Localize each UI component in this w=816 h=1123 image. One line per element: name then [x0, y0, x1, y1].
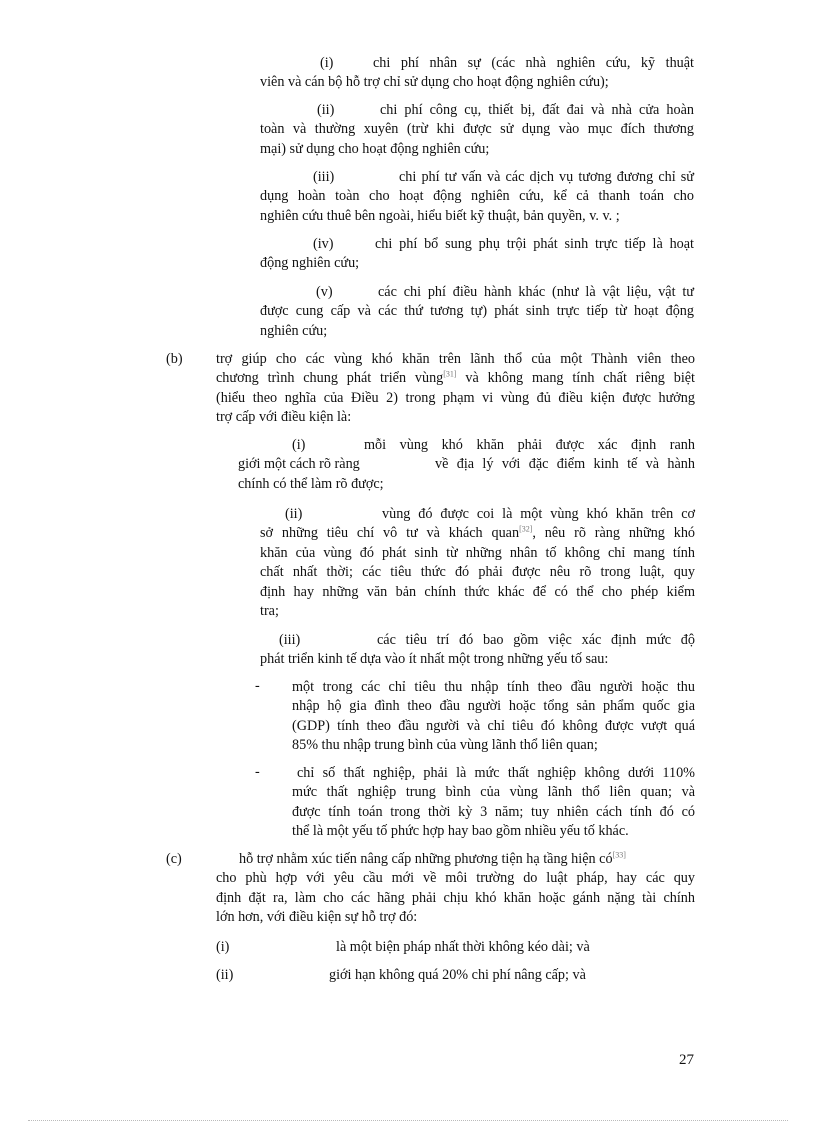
text-line: định hay những văn bản chính thức khác để có thể cho phép kiểm — [260, 583, 695, 600]
text-line: thể là một yếu tố phức hợp hay bao gồm nhiều yếu tố khác. — [292, 823, 629, 840]
text-line: phát triển kinh tế dựa vào ít nhất một trong những yếu tố sau: — [260, 651, 609, 668]
item-label: (i) — [292, 437, 306, 453]
item-text: là một biện pháp nhất thời không kéo dài; và — [336, 939, 590, 955]
text-line: trợ cấp với điều kiện là: — [216, 409, 352, 426]
paragraph-i-costs — [260, 54, 694, 93]
text-line: 85% thu nhập trung bình của vùng lãnh thổ liên quan; — [292, 737, 598, 754]
text-line: định đặt ra, làm cho các hãng phải chịu khó khăn hoặc gánh nặng tài chính — [216, 889, 695, 906]
text-line: được tính toán trong thời kỳ 3 năm; tuy nhiên cách tính đó có — [292, 803, 695, 820]
text-line: nghiên cứu; — [260, 322, 328, 339]
text-line: chi phí bổ sung phụ trội phát sinh trực tiếp là hoạt — [375, 236, 694, 252]
text-line: toàn và thường xuyên (trừ khi được sử dụng vào mục đích thương — [260, 121, 694, 138]
text-segment: chương trình chung phát triển vùng — [216, 370, 444, 387]
text-line: mức thất nghiệp trung bình của vùng lãnh thổ liên quan; và — [292, 784, 695, 801]
text-line: viên và cán bộ hỗ trợ chỉ sử dụng cho hoạt động nghiên cứu); — [260, 74, 609, 91]
text-line: (GDP) tính theo đầu người và chỉ tiêu đó không được vượt quá — [292, 717, 695, 734]
text-line: lớn hơn, với điều kiện sự hỗ trợ đó: — [216, 909, 418, 926]
text-line: mỗi vùng khó khăn phải được xác định ranh — [364, 437, 695, 453]
paragraph-b-i — [238, 436, 695, 494]
item-label: (ii) — [216, 967, 234, 983]
item-label: (i) — [320, 55, 334, 71]
text-line: dụng hoàn toàn cho hoạt động nghiên cứu, kể cả thanh toán cho — [260, 188, 694, 205]
text-line: cho phù hợp với yêu cầu mới về môi trường do luật pháp, hay các quy — [216, 870, 695, 887]
paragraph-v-costs — [260, 283, 694, 341]
footnote-ref[interactable]: [33] — [612, 850, 626, 860]
item-label: (i) — [216, 939, 230, 955]
text-line: chính có thể làm rõ được; — [238, 475, 384, 492]
text-line: tra; — [260, 603, 279, 620]
text-segment: về địa lý với đặc điểm kinh tế và hành — [435, 456, 695, 473]
text-line: mại) sử dụng cho hoạt động nghiên cứu; — [260, 140, 490, 157]
text-line: chất nhất thời; các tiêu thức đó phải được nêu rõ trong luật, quy — [260, 564, 695, 581]
paragraph-b — [216, 350, 695, 428]
text-segment: hỗ trợ nhằm xúc tiến nâng cấp những phương tiện hạ tầng hiện có — [239, 851, 613, 867]
text-line: chi phí công cụ, thiết bị, đất đai và nhà cửa hoàn — [380, 102, 694, 118]
text-line: chỉ số thất nghiệp, phải là mức thất nghiệp không dưới 110% — [297, 765, 695, 781]
text-line — [216, 369, 695, 388]
text-line: nhập hộ gia đình theo đầu người hoặc tổng sản phẩm quốc gia — [292, 698, 695, 715]
text-line: nghiên cứu thuê bên ngoài, hiểu biết kỹ thuật, bản quyền, v. v. ; — [260, 207, 620, 224]
item-label: (ii) — [317, 102, 335, 118]
text-line — [238, 455, 695, 474]
text-segment: giới một cách rõ ràng — [238, 456, 360, 473]
text-line: động nghiên cứu; — [260, 255, 360, 272]
paragraph-b-iii — [260, 631, 695, 670]
text-line: (hiểu theo nghĩa của Điều 2) trong phạm vi vùng đủ điều kiện được hưởng — [216, 389, 695, 406]
text-segment: sở những tiêu chí vô tư và khách quan — [260, 525, 520, 542]
item-label: (b) — [166, 351, 183, 367]
text-line: khăn của vùng đó phát sinh từ những nhân tố không chỉ mang tính — [260, 544, 695, 561]
paragraph-ii-costs — [260, 101, 694, 159]
paragraph-iii-costs — [260, 168, 694, 226]
text-line — [216, 850, 695, 869]
dash-marker: - — [255, 678, 260, 694]
text-line: được cung cấp và các thứ tương tự) phát sinh trực tiếp từ hoạt động — [260, 303, 694, 320]
page-bottom-divider — [28, 1120, 788, 1121]
paragraph-dash-unemployment — [292, 764, 695, 842]
dash-marker: - — [255, 764, 260, 780]
item-label: (iv) — [313, 236, 334, 252]
item-label: (v) — [316, 284, 333, 300]
item-label: (ii) — [285, 506, 303, 522]
paragraph-dash-income — [292, 678, 695, 756]
footnote-ref[interactable]: [32] — [519, 524, 533, 534]
text-line: chi phí tư vấn và các dịch vụ tương đương chỉ sử — [399, 169, 694, 185]
paragraph-b-ii — [260, 505, 695, 621]
text-line: trợ giúp cho các vùng khó khăn trên lãnh thổ của một Thành viên theo — [216, 351, 695, 367]
item-label: (iii) — [279, 632, 301, 648]
text-line — [260, 524, 695, 543]
text-line: các chi phí điều hành khác (như là vật liệu, vật tư — [378, 284, 694, 300]
item-label: (c) — [166, 851, 182, 867]
text-line: chi phí nhân sự (các nhà nghiên cứu, kỹ thuật — [373, 55, 694, 71]
item-text: giới hạn không quá 20% chi phí nâng cấp; và — [329, 967, 586, 983]
text-line: vùng đó được coi là một vùng khó khăn trên cơ — [382, 506, 695, 522]
text-line: một trong các chỉ tiêu thu nhập tính theo đầu người hoặc thu — [292, 679, 695, 695]
text-segment: và không mang tính chất riêng biệt — [456, 370, 695, 387]
page-number: 27 — [679, 1052, 694, 1068]
paragraph-iv-costs — [260, 235, 694, 274]
item-label: (iii) — [313, 169, 335, 185]
paragraph-c — [216, 850, 695, 928]
text-line: các tiêu trí đó bao gồm việc xác định mức độ — [377, 632, 695, 648]
text-segment: , nêu rõ ràng những khó — [532, 525, 696, 542]
footnote-ref[interactable]: [31] — [443, 369, 457, 379]
